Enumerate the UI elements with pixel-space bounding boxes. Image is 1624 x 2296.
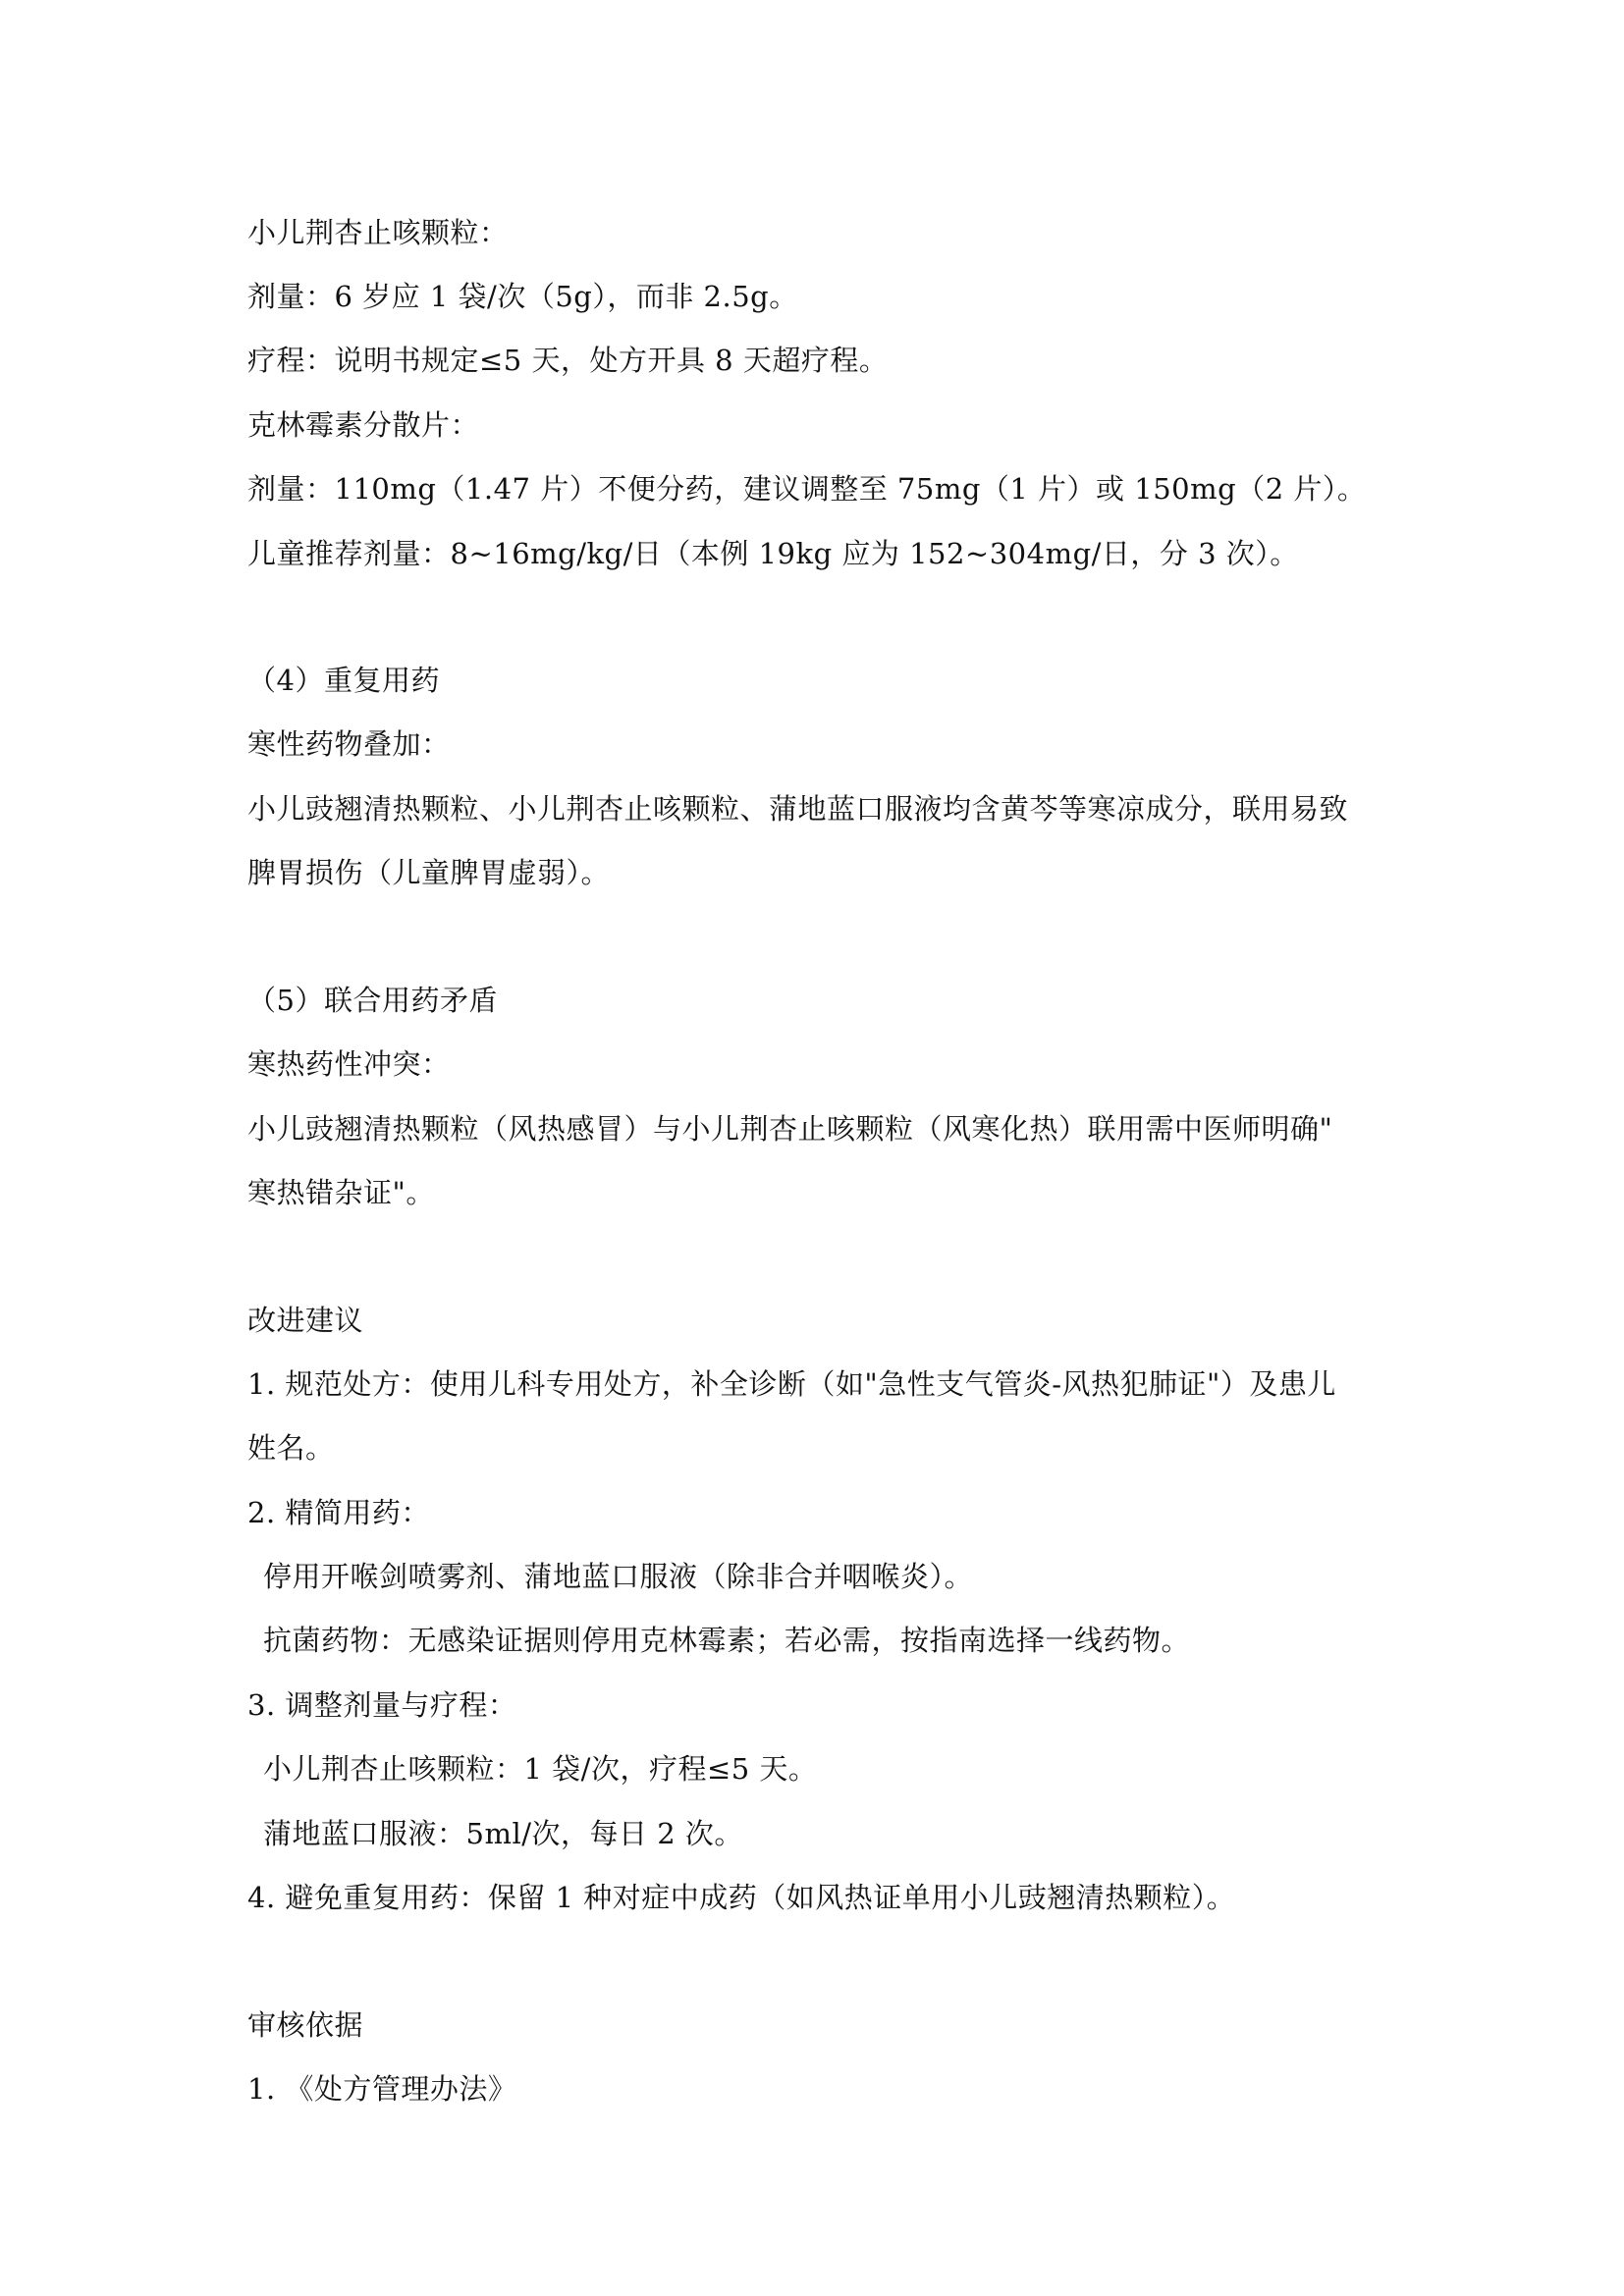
suggestion-1-line-2: 姓名。 bbox=[247, 1431, 335, 1465]
conflict-subheading: 寒热药性冲突： bbox=[247, 1047, 451, 1081]
suggestion-3-item-1: 小儿荆杏止咳颗粒：1 袋/次，疗程≤5 天。 bbox=[263, 1752, 818, 1786]
conflict-text-line-2: 寒热错杂证"。 bbox=[247, 1176, 435, 1209]
suggestion-1-line-1: 1. 规范处方：使用儿科专用处方，补全诊断（如"急性支气管炎-风热犯肺证"）及患儿 bbox=[247, 1367, 1336, 1401]
basis-item-1: 1. 《处方管理办法》 bbox=[247, 2072, 517, 2106]
pediatric-dose-note: 儿童推荐剂量：8~16mg/kg/日（本例 19kg 应为 152~304mg/日，分 3 次）。 bbox=[247, 537, 1299, 570]
suggestion-2-item-1: 停用开喉剑喷雾剂、蒲地蓝口服液（除非合并咽喉炎）。 bbox=[263, 1560, 974, 1593]
section-heading-conflict: （5）联合用药矛盾 bbox=[247, 984, 498, 1017]
suggestion-3-item-2: 蒲地蓝口服液：5ml/次，每日 2 次。 bbox=[263, 1817, 743, 1850]
section-heading-suggestions: 改进建议 bbox=[247, 1304, 364, 1337]
suggestion-2-heading: 2. 精简用药： bbox=[247, 1496, 430, 1529]
suggestion-3-heading: 3. 调整剂量与疗程： bbox=[247, 1688, 517, 1722]
duplicate-text-line-2: 脾胃损伤（儿童脾胃虚弱）。 bbox=[247, 856, 611, 889]
conflict-text-line-1: 小儿豉翘清热颗粒（风热感冒）与小儿荆杏止咳颗粒（风寒化热）联用需中医师明确" bbox=[247, 1112, 1333, 1146]
section-heading-basis: 审核依据 bbox=[247, 2008, 364, 2042]
section-heading-duplicate: （4）重复用药 bbox=[247, 664, 440, 697]
cold-drug-subheading: 寒性药物叠加： bbox=[247, 727, 451, 761]
drug-title-clindamycin: 克林霉素分散片： bbox=[247, 408, 480, 442]
duplicate-text-line-1: 小儿豉翘清热颗粒、小儿荆杏止咳颗粒、蒲地蓝口服液均含黄芩等寒凉成分，联用易致 bbox=[247, 792, 1349, 826]
drug-title-jingxing: 小儿荆杏止咳颗粒： bbox=[247, 216, 509, 249]
dose-note-jingxing: 剂量：6 岁应 1 袋/次（5g），而非 2.5g。 bbox=[247, 280, 798, 313]
suggestion-2-item-2: 抗菌药物：无感染证据则停用克林霉素；若必需，按指南选择一线药物。 bbox=[263, 1624, 1191, 1657]
course-note-jingxing: 疗程：说明书规定≤5 天，处方开具 8 天超疗程。 bbox=[247, 344, 889, 377]
dose-note-clindamycin: 剂量：110mg（1.47 片）不便分药，建议调整至 75mg（1 片）或 150mg（2 片）。 bbox=[247, 472, 1367, 506]
suggestion-4: 4. 避免重复用药：保留 1 种对症中成药（如风热证单用小儿豉翘清热颗粒）。 bbox=[247, 1881, 1236, 1914]
